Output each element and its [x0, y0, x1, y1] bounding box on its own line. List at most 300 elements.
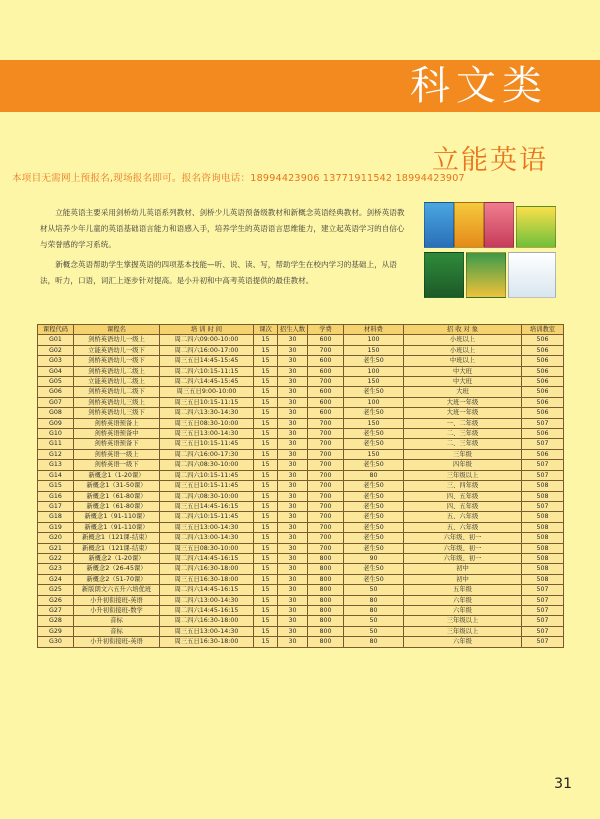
- table-cell: 507: [522, 460, 564, 470]
- table-cell: 老生50: [344, 481, 404, 491]
- table-cell: 二、三年级: [404, 429, 522, 439]
- table-cell: 30: [278, 637, 308, 647]
- table-cell: G06: [38, 387, 74, 397]
- table-cell: G21: [38, 543, 74, 553]
- table-cell: 800: [308, 553, 344, 563]
- table-cell: 15: [254, 377, 278, 387]
- table-cell: G08: [38, 408, 74, 418]
- table-cell: G27: [38, 605, 74, 615]
- table-header-row: [38, 325, 564, 335]
- table-cell: 新概念1（31-50课）: [74, 481, 160, 491]
- table-cell: G02: [38, 345, 74, 355]
- table-cell: 六年级、初一: [404, 533, 522, 543]
- table-cell: G29: [38, 626, 74, 636]
- table-cell: 700: [308, 481, 344, 491]
- table-cell: 508: [522, 481, 564, 491]
- column-header: 培训教室: [522, 325, 564, 335]
- table-cell: 150: [344, 345, 404, 355]
- table-cell: 六年级: [404, 605, 522, 615]
- table-cell: 周二四六10:15-11:15: [160, 366, 254, 376]
- table-cell: 周二四六14:45-16:15: [160, 585, 254, 595]
- table-cell: 30: [278, 512, 308, 522]
- table-cell: 15: [254, 512, 278, 522]
- table-cell: 老生50: [344, 439, 404, 449]
- table-cell: 80: [344, 595, 404, 605]
- table-cell: G17: [38, 501, 74, 511]
- table-cell: 五、六年级: [404, 522, 522, 532]
- table-cell: 506: [522, 377, 564, 387]
- table-cell: 508: [522, 574, 564, 584]
- table-cell: 100: [344, 335, 404, 345]
- table-cell: 音标: [74, 626, 160, 636]
- table-cell: G19: [38, 522, 74, 532]
- section-title: 立能英语: [432, 145, 548, 176]
- table-cell: 15: [254, 345, 278, 355]
- table-cell: 老生50: [344, 491, 404, 501]
- table-cell: 100: [344, 366, 404, 376]
- table-cell: 三年级: [404, 449, 522, 459]
- table-cell: 700: [308, 345, 344, 355]
- table-cell: 30: [278, 574, 308, 584]
- table-cell: 508: [522, 564, 564, 574]
- table-cell: 剑桥英语幼儿二级上: [74, 366, 160, 376]
- table-cell: 六年级、初一: [404, 553, 522, 563]
- table-cell: 小升初衔接班-英语: [74, 595, 160, 605]
- table-cell: 周三五日16:30-18:00: [160, 574, 254, 584]
- course-introduction: [40, 205, 410, 293]
- table-cell: 周三五日13:00-14:30: [160, 626, 254, 636]
- table-cell: G25: [38, 585, 74, 595]
- table-row: [38, 626, 564, 636]
- table-cell: 五年级: [404, 585, 522, 595]
- table-row: [38, 397, 564, 407]
- intro-paragraph: 立能英语主要采用剑桥幼儿英语系列教材、剑桥少儿英语预备级教材和新概念英语经典教材。剑桥英语教材从培养少年儿童的英语基础语言能力和语感入手，培养学生的英语语言思维能力，建立起英语学习的自信心与荣誉感的学习系统。: [40, 208, 405, 249]
- table-cell: 700: [308, 543, 344, 553]
- table-cell: 新概念1（61-80课）: [74, 491, 160, 501]
- table-cell: 周二四六08:30-10:00: [160, 460, 254, 470]
- table-cell: 30: [278, 418, 308, 428]
- table-cell: 600: [308, 397, 344, 407]
- table-row: [38, 533, 564, 543]
- table-cell: 30: [278, 564, 308, 574]
- table-cell: 小升初衔接班-英语: [74, 637, 160, 647]
- table-cell: 六年级: [404, 595, 522, 605]
- table-cell: 周二四六16:00-17:00: [160, 345, 254, 355]
- table-cell: 15: [254, 397, 278, 407]
- table-cell: 700: [308, 377, 344, 387]
- table-cell: 30: [278, 449, 308, 459]
- table-cell: 507: [522, 501, 564, 511]
- table-cell: G13: [38, 460, 74, 470]
- table-cell: 周二四六16:30-18:00: [160, 564, 254, 574]
- table-cell: 507: [522, 585, 564, 595]
- table-cell: G01: [38, 335, 74, 345]
- table-cell: 新概念1（1-20课）: [74, 470, 160, 480]
- table-cell: 周二四六14:45-16:15: [160, 553, 254, 563]
- table-cell: 新概念2（51-70课）: [74, 574, 160, 584]
- table-cell: 中班以上: [404, 356, 522, 366]
- table-cell: 五、六年级: [404, 512, 522, 522]
- table-cell: 老生50: [344, 460, 404, 470]
- table-cell: 初中: [404, 564, 522, 574]
- table-cell: G12: [38, 449, 74, 459]
- table-cell: 小班以上: [404, 335, 522, 345]
- table-cell: 周二四六13:00-14:30: [160, 595, 254, 605]
- table-cell: 15: [254, 418, 278, 428]
- table-cell: 中大班: [404, 366, 522, 376]
- table-cell: 30: [278, 387, 308, 397]
- table-cell: 15: [254, 574, 278, 584]
- table-row: [38, 470, 564, 480]
- table-cell: 剑桥英语预备下: [74, 439, 160, 449]
- column-header: 课次: [254, 325, 278, 335]
- table-cell: 150: [344, 377, 404, 387]
- table-cell: 新概念1（91-110课）: [74, 522, 160, 532]
- table-cell: 800: [308, 595, 344, 605]
- table-cell: 30: [278, 626, 308, 636]
- table-cell: 508: [522, 491, 564, 501]
- table-cell: 周三五日14:45-15:45: [160, 356, 254, 366]
- table-cell: 506: [522, 356, 564, 366]
- table-cell: G15: [38, 481, 74, 491]
- table-row: [38, 616, 564, 626]
- table-cell: 700: [308, 439, 344, 449]
- table-cell: 30: [278, 335, 308, 345]
- table-cell: 立能英语幼儿一级下: [74, 345, 160, 355]
- table-row: [38, 491, 564, 501]
- table-cell: 600: [308, 408, 344, 418]
- table-cell: 80: [344, 470, 404, 480]
- table-cell: 15: [254, 491, 278, 501]
- table-cell: 30: [278, 460, 308, 470]
- table-cell: 506: [522, 449, 564, 459]
- table-cell: 507: [522, 616, 564, 626]
- table-cell: 506: [522, 335, 564, 345]
- table-cell: 周三五日10:15-11:15: [160, 397, 254, 407]
- table-cell: 剑桥英语预备中: [74, 429, 160, 439]
- table-cell: 507: [522, 595, 564, 605]
- table-cell: 15: [254, 595, 278, 605]
- table-cell: 30: [278, 501, 308, 511]
- table-cell: 周二四六10:15-11:45: [160, 512, 254, 522]
- table-cell: 老生50: [344, 543, 404, 553]
- table-cell: 15: [254, 408, 278, 418]
- table-cell: 30: [278, 356, 308, 366]
- table-cell: G07: [38, 397, 74, 407]
- table-cell: 700: [308, 418, 344, 428]
- table-row: [38, 408, 564, 418]
- table-cell: 150: [344, 418, 404, 428]
- table-cell: 四、五年级: [404, 491, 522, 501]
- table-row: [38, 574, 564, 584]
- table-row: [38, 564, 564, 574]
- table-cell: 700: [308, 449, 344, 459]
- table-cell: 15: [254, 387, 278, 397]
- table-cell: 508: [522, 543, 564, 553]
- table-cell: 周二四六10:15-11:45: [160, 470, 254, 480]
- table-cell: 30: [278, 553, 308, 563]
- table-row: [38, 543, 564, 553]
- table-cell: 老生50: [344, 429, 404, 439]
- column-header: 招生人数: [278, 325, 308, 335]
- table-cell: 三年级以上: [404, 626, 522, 636]
- table-cell: 周三五日08:30-10:00: [160, 418, 254, 428]
- table-cell: 600: [308, 356, 344, 366]
- table-cell: 15: [254, 605, 278, 615]
- table-cell: 30: [278, 491, 308, 501]
- table-cell: 剑桥英语幼儿一级下: [74, 356, 160, 366]
- table-cell: 15: [254, 429, 278, 439]
- table-cell: 15: [254, 439, 278, 449]
- table-cell: 三年级以上: [404, 616, 522, 626]
- table-row: [38, 585, 564, 595]
- table-cell: 700: [308, 533, 344, 543]
- table-cell: 507: [522, 470, 564, 480]
- table-cell: 新概念2（1-20课）: [74, 553, 160, 563]
- table-cell: 506: [522, 387, 564, 397]
- table-cell: 150: [344, 449, 404, 459]
- table-cell: 三、四年级: [404, 481, 522, 491]
- table-cell: 15: [254, 637, 278, 647]
- table-row: [38, 553, 564, 563]
- table-cell: 15: [254, 564, 278, 574]
- table-cell: 中大班: [404, 377, 522, 387]
- table-cell: 800: [308, 637, 344, 647]
- table-row: [38, 637, 564, 647]
- table-cell: 新概念1（61-80课）: [74, 501, 160, 511]
- table-cell: 800: [308, 626, 344, 636]
- table-cell: 剑桥英语一级上: [74, 449, 160, 459]
- column-header: 课程代码: [38, 325, 74, 335]
- table-cell: 新版朗文六五升六培优班: [74, 585, 160, 595]
- table-cell: 50: [344, 585, 404, 595]
- table-row: [38, 512, 564, 522]
- table-cell: 周三五日10:15-11:45: [160, 481, 254, 491]
- table-cell: 周二四六16:00-17:30: [160, 449, 254, 459]
- table-cell: 30: [278, 366, 308, 376]
- category-title: 科文类: [410, 63, 548, 109]
- table-cell: 老生50: [344, 501, 404, 511]
- table-cell: 30: [278, 543, 308, 553]
- table-cell: 600: [308, 366, 344, 376]
- textbook-cover: [454, 202, 484, 248]
- table-cell: 15: [254, 553, 278, 563]
- table-row: [38, 429, 564, 439]
- table-cell: 周二四六13:00-14:30: [160, 533, 254, 543]
- table-cell: 剑桥英语幼儿一级上: [74, 335, 160, 345]
- table-cell: 15: [254, 470, 278, 480]
- table-cell: 700: [308, 512, 344, 522]
- table-cell: 30: [278, 616, 308, 626]
- table-cell: 30: [278, 522, 308, 532]
- table-cell: 508: [522, 533, 564, 543]
- table-cell: 大班一年级: [404, 408, 522, 418]
- table-cell: G05: [38, 377, 74, 387]
- table-cell: G09: [38, 418, 74, 428]
- table-cell: 80: [344, 605, 404, 615]
- column-header: 培 训 时 间: [160, 325, 254, 335]
- table-cell: 三年级以上: [404, 470, 522, 480]
- table-cell: 周二四六08:30-10:00: [160, 491, 254, 501]
- table-cell: 700: [308, 470, 344, 480]
- table-cell: 506: [522, 429, 564, 439]
- table-cell: 15: [254, 533, 278, 543]
- table-cell: 周二四六13:30-14:30: [160, 408, 254, 418]
- table-cell: 15: [254, 616, 278, 626]
- table-cell: 周二四六09:00-10:00: [160, 335, 254, 345]
- table-cell: 507: [522, 439, 564, 449]
- table-cell: 周三五日9:00-10:00: [160, 387, 254, 397]
- table-cell: 15: [254, 626, 278, 636]
- table-cell: 立能英语幼儿二级上: [74, 377, 160, 387]
- table-cell: 700: [308, 460, 344, 470]
- table-cell: G30: [38, 637, 74, 647]
- table-cell: 四、五年级: [404, 501, 522, 511]
- table-cell: 一、二年级: [404, 418, 522, 428]
- table-cell: 507: [522, 418, 564, 428]
- table-cell: G18: [38, 512, 74, 522]
- table-cell: 30: [278, 377, 308, 387]
- table-cell: 新概念2（26-45课）: [74, 564, 160, 574]
- table-cell: 30: [278, 470, 308, 480]
- table-cell: 周二四六14:45-15:45: [160, 377, 254, 387]
- table-cell: 15: [254, 335, 278, 345]
- table-cell: 六年级: [404, 637, 522, 647]
- registration-notice: 本项目无需网上预报名,现场报名即可。报名咨询电话：18994423906 13771911542 18994423907: [12, 173, 465, 184]
- table-cell: 30: [278, 345, 308, 355]
- table-cell: 506: [522, 345, 564, 355]
- table-cell: G11: [38, 439, 74, 449]
- table-cell: 音标: [74, 616, 160, 626]
- table-cell: 周三五日10:15-11:45: [160, 439, 254, 449]
- table-cell: 800: [308, 605, 344, 615]
- table-cell: G20: [38, 533, 74, 543]
- table-cell: 周三五日13:00-14:30: [160, 429, 254, 439]
- table-cell: 30: [278, 429, 308, 439]
- table-cell: 700: [308, 522, 344, 532]
- table-cell: G28: [38, 616, 74, 626]
- column-header: 课程名: [74, 325, 160, 335]
- textbook-cover: [516, 206, 556, 248]
- table-cell: 700: [308, 429, 344, 439]
- table-cell: 二、三年级: [404, 439, 522, 449]
- table-cell: 小升初衔接班-数学: [74, 605, 160, 615]
- textbook-cover: [424, 252, 464, 298]
- table-cell: 剑桥英语幼儿二级下: [74, 387, 160, 397]
- table-cell: G10: [38, 429, 74, 439]
- table-cell: G03: [38, 356, 74, 366]
- table-cell: 剑桥英语幼儿三级上: [74, 397, 160, 407]
- table-cell: 周三五日14:45-16:15: [160, 501, 254, 511]
- table-cell: 600: [308, 335, 344, 345]
- table-cell: 老生50: [344, 512, 404, 522]
- table-row: [38, 595, 564, 605]
- table-cell: 15: [254, 481, 278, 491]
- table-row: [38, 335, 564, 345]
- table-cell: G22: [38, 553, 74, 563]
- table-row: [38, 356, 564, 366]
- table-cell: 周三五日16:30-18:00: [160, 637, 254, 647]
- table-cell: 100: [344, 397, 404, 407]
- table-cell: G14: [38, 470, 74, 480]
- table-cell: 六年级、初一: [404, 543, 522, 553]
- table-cell: G16: [38, 491, 74, 501]
- table-cell: 大班: [404, 387, 522, 397]
- table-row: [38, 366, 564, 376]
- table-cell: 30: [278, 595, 308, 605]
- table-cell: 508: [522, 553, 564, 563]
- table-row: [38, 460, 564, 470]
- table-cell: 90: [344, 553, 404, 563]
- table-row: [38, 501, 564, 511]
- column-header: 材料费: [344, 325, 404, 335]
- table-row: [38, 481, 564, 491]
- table-cell: 四年级: [404, 460, 522, 470]
- table-cell: 700: [308, 501, 344, 511]
- table-cell: 15: [254, 366, 278, 376]
- table-cell: 15: [254, 449, 278, 459]
- table-cell: 老生50: [344, 356, 404, 366]
- table-cell: 老生50: [344, 564, 404, 574]
- table-cell: 506: [522, 397, 564, 407]
- table-cell: G23: [38, 564, 74, 574]
- table-row: [38, 345, 564, 355]
- table-cell: 老生50: [344, 522, 404, 532]
- table-cell: 周二四六16:30-18:00: [160, 616, 254, 626]
- table-row: [38, 522, 564, 532]
- table-cell: 15: [254, 501, 278, 511]
- table-cell: 800: [308, 616, 344, 626]
- table-row: [38, 418, 564, 428]
- table-cell: 新概念1（91-110课）: [74, 512, 160, 522]
- table-cell: 30: [278, 481, 308, 491]
- course-schedule-table: [37, 324, 564, 648]
- table-cell: 剑桥英语预备上: [74, 418, 160, 428]
- table-cell: 506: [522, 408, 564, 418]
- intro-paragraph: 新概念英语帮助学生掌握英语的四项基本技能—听、说、读、写，帮助学生在校内学习的基础上，从语法，听力，口语，词汇上逐步针对提高。是小升初和中高考英语提供的最佳教材。: [40, 260, 397, 285]
- table-row: [38, 605, 564, 615]
- table-cell: 小班以上: [404, 345, 522, 355]
- column-header: 招 收 对 象: [404, 325, 522, 335]
- table-cell: 508: [522, 512, 564, 522]
- table-cell: 800: [308, 564, 344, 574]
- table-row: [38, 449, 564, 459]
- table-cell: G26: [38, 595, 74, 605]
- table-cell: 30: [278, 439, 308, 449]
- textbook-cover: [466, 252, 506, 298]
- table-row: [38, 439, 564, 449]
- table-cell: 80: [344, 637, 404, 647]
- textbook-cover: [484, 202, 514, 248]
- table-cell: 老生50: [344, 408, 404, 418]
- table-cell: 15: [254, 543, 278, 553]
- table-cell: 剑桥英语幼儿三级下: [74, 408, 160, 418]
- table-cell: 15: [254, 522, 278, 532]
- table-cell: 30: [278, 585, 308, 595]
- page-number: 31: [554, 776, 572, 792]
- table-cell: 700: [308, 491, 344, 501]
- table-cell: 周二四六14:45-16:15: [160, 605, 254, 615]
- table-cell: 50: [344, 616, 404, 626]
- table-cell: 50: [344, 626, 404, 636]
- textbook-covers-image: [418, 200, 558, 300]
- table-row: [38, 377, 564, 387]
- table-cell: 15: [254, 585, 278, 595]
- table-cell: 30: [278, 533, 308, 543]
- table-cell: 600: [308, 387, 344, 397]
- table-cell: 初中: [404, 574, 522, 584]
- textbook-cover: [424, 202, 454, 248]
